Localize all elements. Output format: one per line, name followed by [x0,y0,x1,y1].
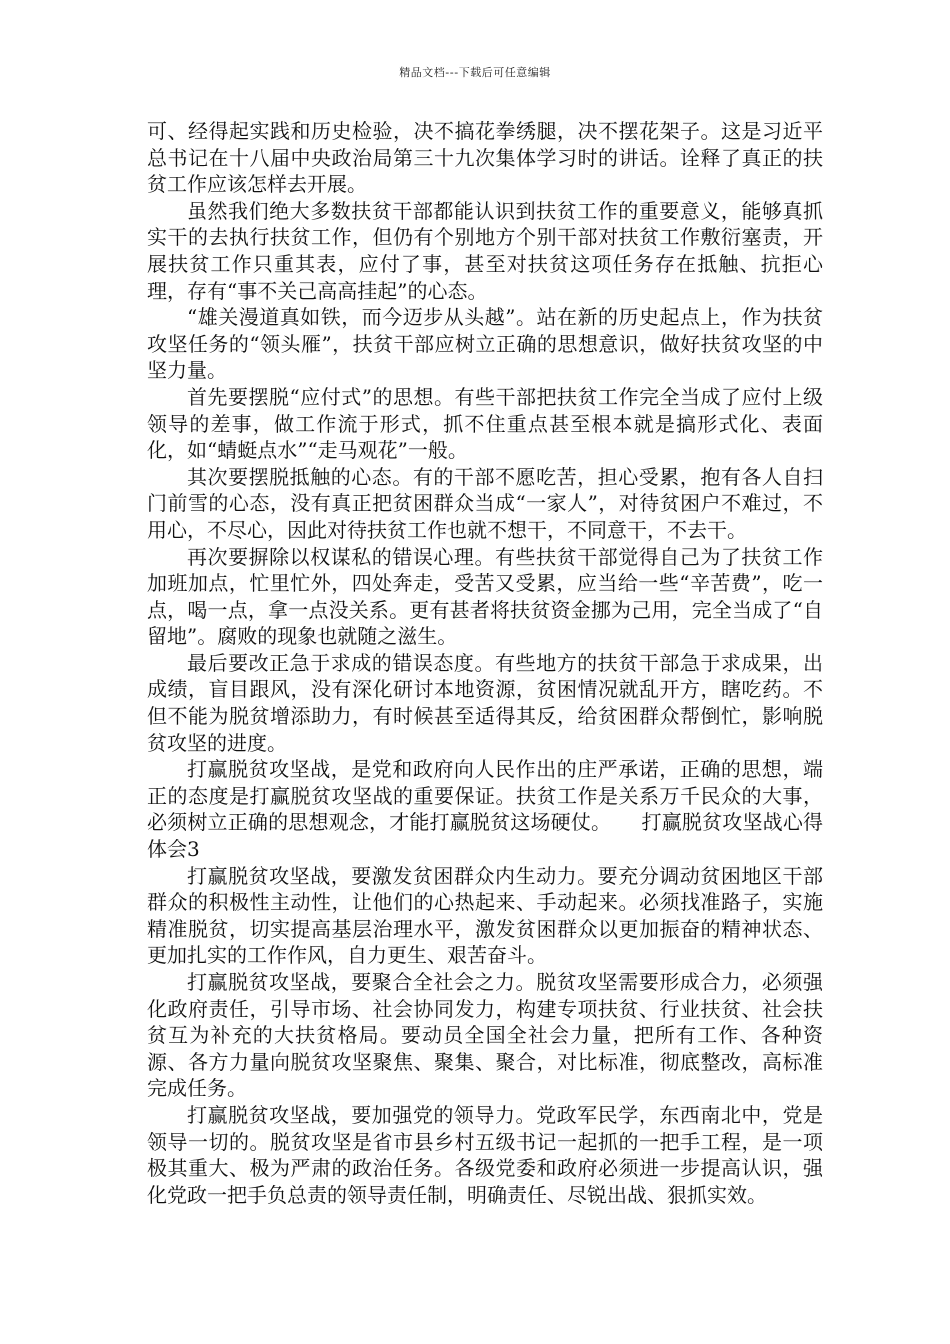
paragraph-5: 其次要摆脱抵触的心态。有的干部不愿吃苦，担心受累，抱有各人自扫门前雪的心态，没有真正把贫困群众当成“一家人”，对待贫困户不难过，不用心，不尽心，因此对待扶贫工作也就不想干，不同意干，不去干。 [147,464,823,542]
paragraph-11: 打赢脱贫攻坚战，要加强党的领导力。党政军民学，东西南北中，党是领导一切的。脱贫攻坚是省市县乡村五级书记一起抓的一把手工程，是一项极其重大、极为严肃的政治任务。各级党委和政府必须进一步提高认识，强化党政一把手负总责的领导责任制，明确责任、尽锐出战、狠抓实效。 [147,1102,823,1207]
paragraph-9: 打赢脱贫攻坚战，要激发贫困群众内生动力。要充分调动贫困地区干部群众的积极性主动性，让他们的心热起来、手动起来。必须找准路子，实施精准脱贫，切实提高基层治理水平，激发贫困群众以更加振奋的精神状态、更加扎实的工作作风，自力更生、艰苦奋斗。 [147,863,823,968]
paragraph-7: 最后要改正急于求成的错误态度。有些地方的扶贫干部急于求成果，出成绩，盲目跟风，没有深化研讨本地资源，贫困情况就乱开方，瞎吃药。不但不能为脱贫增添助力，有时候甚至适得其反，给贫困群众帮倒忙，影响脱贫攻坚的进度。 [147,650,823,755]
paragraph-3: “雄关漫道真如铁，而今迈步从头越”。站在新的历史起点上，作为扶贫攻坚任务的“领头雁”，扶贫干部应树立正确的思想意识，做好扶贫攻坚的中坚力量。 [147,305,823,383]
paragraph-8: 打赢脱贫攻坚战，是党和政府向人民作出的庄严承诺，正确的思想，端正的态度是打赢脱贫攻坚战的重要保证。扶贫工作是关系万千民众的大事，必须树立正确的思想观念，才能打赢脱贫这场硬仗。 打赢脱贫攻坚战心得体会3 [147,757,823,862]
paragraph-10: 打赢脱贫攻坚战，要聚合全社会之力。脱贫攻坚需要形成合力，必须强化政府责任，引导市场、社会协同发力，构建专项扶贫、行业扶贫、社会扶贫互为补充的大扶贫格局。要动员全国全社会力量，把所有工作、各种资源、各方力量向脱贫攻坚聚焦、聚集、聚合，对比标准，彻底整改，高标准完成任务。 [147,970,823,1101]
paragraph-4: 首先要摆脱“应付式”的思想。有些干部把扶贫工作完全当成了应付上级领导的差事，做工作流于形式，抓不住重点甚至根本就是搞形式化、表面化，如“蜻蜓点水”“走马观花”一般。 [147,384,823,463]
paragraph-6: 再次要摒除以权谋私的错误心理。有些扶贫干部觉得自己为了扶贫工作加班加点，忙里忙外，四处奔走，受苦又受累，应当给一些“辛苦费”，吃一点，喝一点，拿一点没关系。更有甚者将扶贫资金挪为己用，完全当成了“自留地”。腐败的现象也就随之滋生。 [147,544,823,649]
document-body [147,118,823,1208]
paragraph-1: 可、经得起实践和历史检验，决不搞花拳绣腿，决不摆花架子。这是习近平总书记在十八届中央政治局第三十九次集体学习时的讲话。诠释了真正的扶贫工作应该怎样去开展。 [147,119,823,197]
page-header: 精品文档---下载后可任意编辑 [399,66,551,79]
paragraph-2: 虽然我们绝大多数扶贫干部都能认识到扶贫工作的重要意义，能够真抓实干的去执行扶贫工作，但仍有个别地方个别干部对扶贫工作敷衍塞责，开展扶贫工作只重其表，应付了事，甚至对扶贫这项任务存在抵触、抗拒心理，存有“事不关己高高挂起”的心态。 [147,198,823,303]
